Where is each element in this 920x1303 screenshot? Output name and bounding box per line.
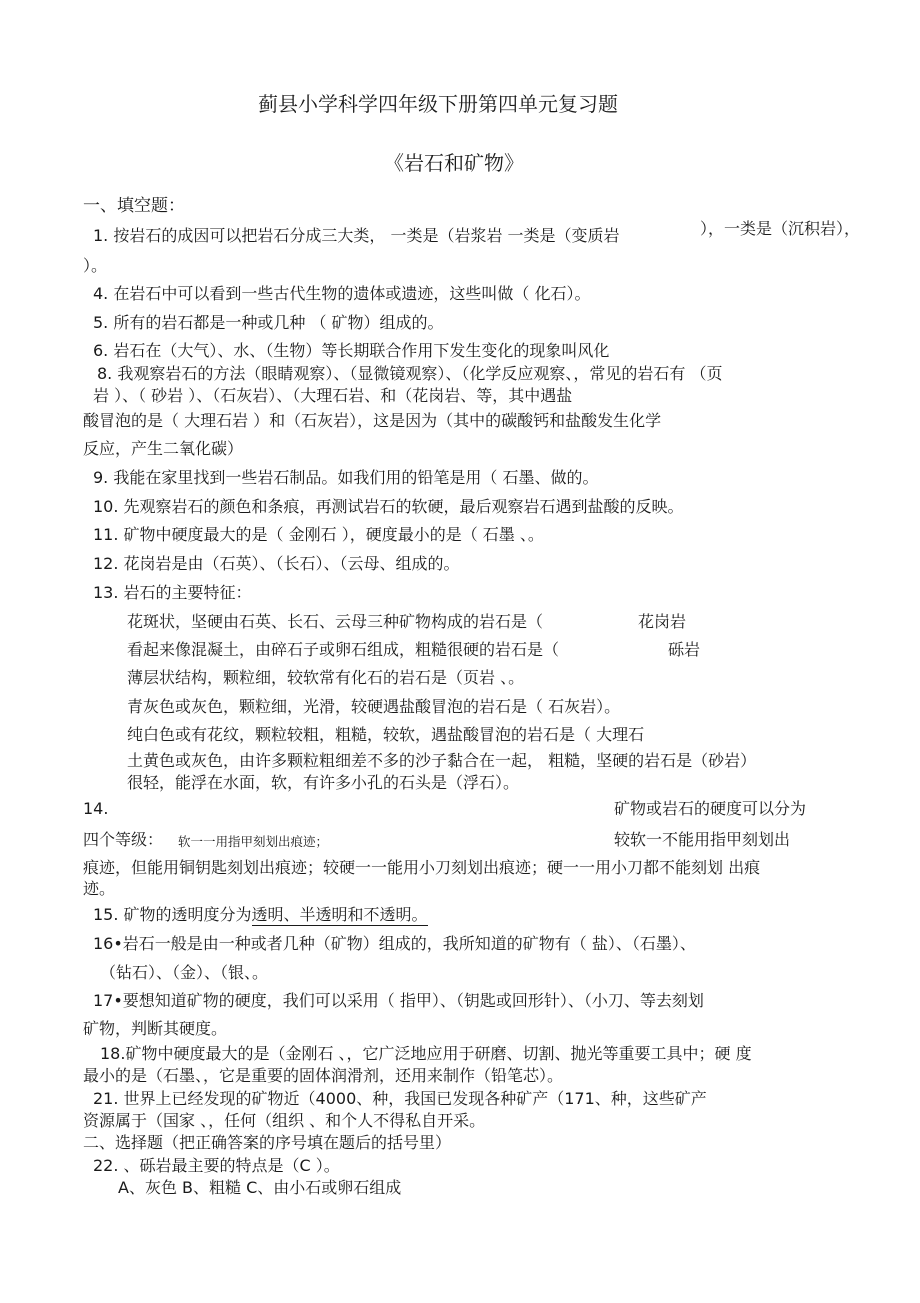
question-8-line-4: 反应，产生二氧化碳） [83,439,244,458]
question-8-line-3: 酸冒泡的是（ 大理石岩 ）和（石灰岩），这是因为（其中的碳酸钙和盐酸发生化学 [83,411,662,430]
question-18-line-1: 18.矿物中硬度最大的是（金刚石 、，它广泛地应用于研磨、切割、抛光等重要工具中；硬 度 [100,1044,752,1063]
page-subtitle: 《岩石和矿物》 [384,151,524,175]
question-14-line-2-left: 四个等级： [83,830,164,849]
question-13-line-6: 土黄色或灰色，由许多颗粒粗细差不多的沙子黏合在一起， 粗糙，坚硬的岩石是（砂岩） [127,751,757,770]
question-14-line-2-right: 较软一不能用指甲刻划出 [614,830,791,849]
question-15-underlined: 透明、半透明和不透明。 [251,905,428,924]
section-heading-fill-in: 一、填空题： [83,196,185,216]
question-8-line-1: 8. 我观察岩石的方法（眼睛观察）、（显微镜观察）、（化学反应观察、，常见的岩石有 （页 [97,364,723,383]
question-14-line-4: 迹。 [83,879,116,898]
question-1-line-2: ）。 [83,256,108,275]
question-14-line-3: 痕迹，但能用铜钥匙刻划出痕迹；较硬一一能用小刀刻划出痕迹；硬一一用小刀都不能刻划 出痕 [83,858,761,877]
question-12: 12. 花岗岩是由（石英）、（长石）、（云母、组成的。 [93,554,460,573]
question-17-line-2: 矿物，判断其硬度。 [83,1019,228,1038]
question-6: 6. 岩石在（大气）、水、（生物）等长期联合作用下发生变化的现象叫风化 [93,341,610,360]
question-13-line-5: 纯白色或有花纹，颗粒较粗，粗糙，较软，遇盐酸冒泡的岩石是（ 大理石 [127,725,645,744]
question-13-line-2-answer: 砾岩 [668,640,701,659]
question-13-line-4: 青灰色或灰色，颗粒细，光滑，较硬遇盐酸冒泡的岩石是（ 石灰岩）。 [127,697,621,716]
question-21-line-2: 资源属于（国家 、，任何（组织 、和个人不得私自开采。 [83,1111,486,1130]
page-title: 蓟县小学科学四年级下册第四单元复习题 [258,92,618,116]
question-11: 11. 矿物中硬度最大的是（ 金刚石 ），硬度最小的是（ 石墨 、。 [93,525,544,544]
question-5: 5. 所有的岩石都是一种或几种 （ 矿物）组成的。 [93,313,444,332]
question-21-line-1: 21. 世界上已经发现的矿物近（4000、种，我国已发现各种矿产（171、种，这些矿产 [93,1089,707,1108]
question-10: 10. 先观察岩石的颜色和条痕，再测试岩石的软硬，最后观察岩石遇到盐酸的反映。 [93,497,684,516]
question-13-line-1: 花斑状，坚硬由石英、长石、云母三种矿物构成的岩石是（ [127,612,544,631]
question-4: 4. 在岩石中可以看到一些古代生物的遗体或遗迹，这些叫做（ 化石）。 [93,284,591,303]
question-14-right: 矿物或岩石的硬度可以分为 [614,799,807,818]
question-13-line-7: 很轻，能浮在水面，软，有许多小孔的石头是（浮石）。 [127,773,520,792]
question-8-line-2: 岩 ）、（ 砂岩 ）、（石灰岩）、（大理石岩、和（花岗岩、等，其中遇盐 [93,386,573,405]
section-heading-choice: 二、选择题（把正确答案的序号填在题后的括号里） [83,1133,452,1152]
question-13-line-2: 看起来像混凝土，由碎石子或卵石组成，粗糙很硬的岩石是（ [127,640,560,659]
question-1-line-1: 1. 按岩石的成因可以把岩石分成三大类， 一类是（岩浆岩 一类是（变质岩 [93,226,620,245]
question-16-line-2: （钻石）、（金）、（银、。 [100,963,269,982]
question-13-line-3: 薄层状结构，颗粒细，较软常有化石的岩石是（页岩 、。 [127,668,525,687]
question-22-line-1: 22. 、砾岩最主要的特点是（C ）。 [93,1156,340,1175]
question-14-number: 14. [83,799,109,818]
question-22-options: A、灰色 B、粗糙 C、由小石或卵石组成 [118,1178,402,1197]
question-14-line-2-small: 软一一用指甲刻划出痕迹； [178,834,329,849]
question-18-line-2: 最小的是（石墨、，它是重要的固体润滑剂，还用来制作（铅笔芯）。 [83,1066,564,1085]
question-1-line-1-right: ），一类是（沉积岩）， [700,219,861,238]
question-13-heading: 13. 岩石的主要特征： [93,583,252,602]
question-15-text: 15. 矿物的透明度分为 [93,905,252,924]
question-13-line-1-answer: 花岗岩 [638,612,687,631]
question-17-line-1: 17•要想知道矿物的硬度，我们可以采用（ 指甲）、（钥匙或回形针）、（小刀、等去刻划 [93,991,704,1010]
question-16-line-1: 16•岩石一般是由一种或者几种（矿物）组成的，我所知道的矿物有（ 盐）、（石墨）、 [93,934,696,953]
question-15 [93,905,428,925]
question-9: 9. 我能在家里找到一些岩石制品。如我们用的铅笔是用（ 石墨、做的。 [93,468,599,487]
